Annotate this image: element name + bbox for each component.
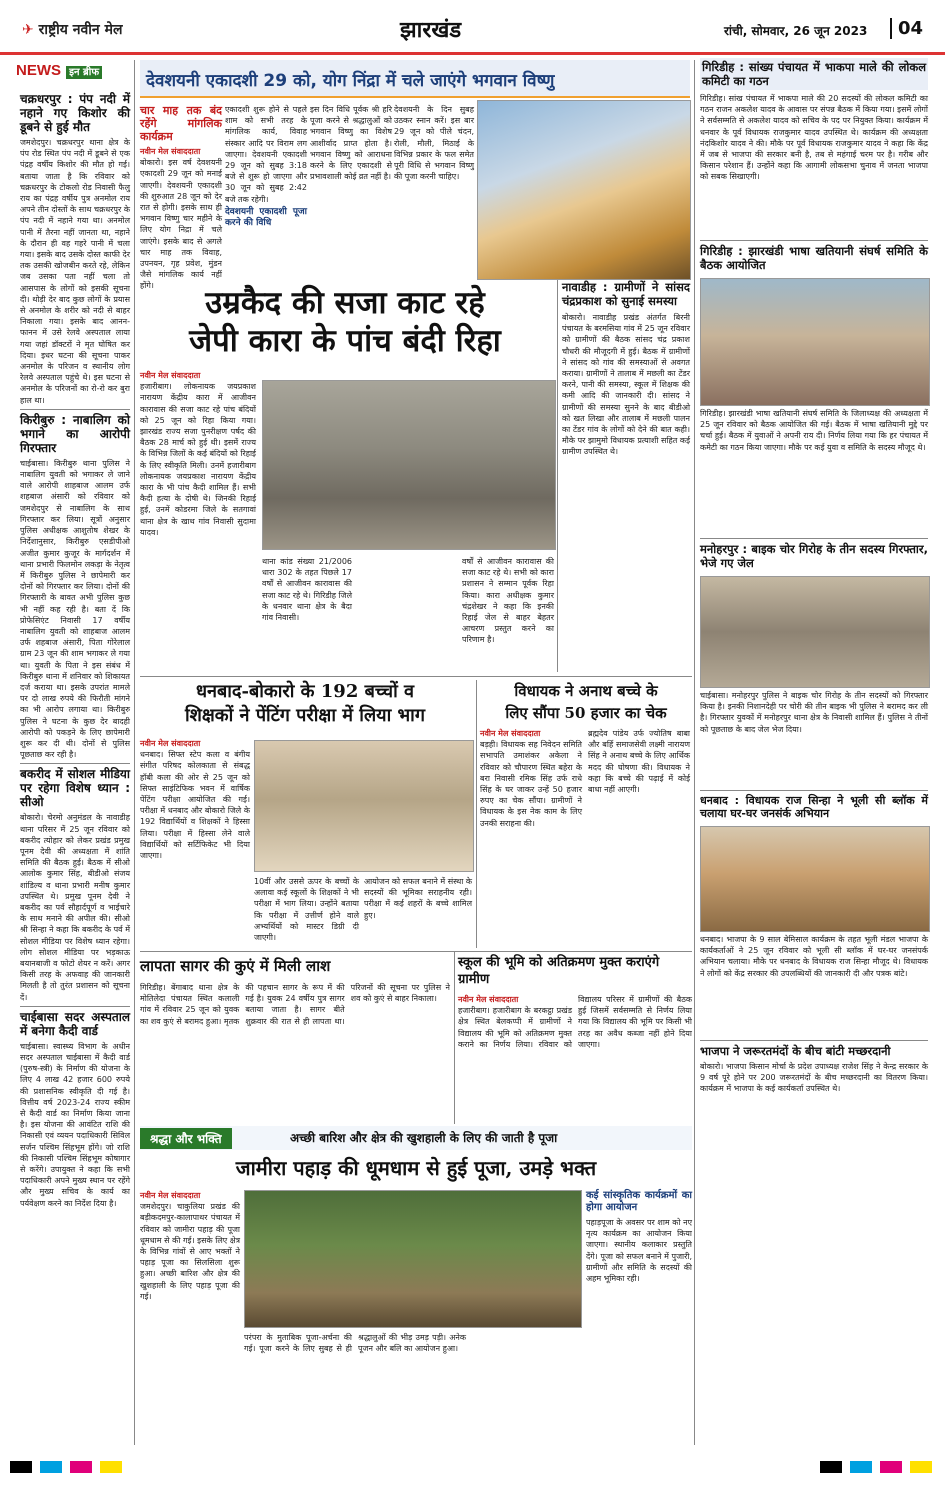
lead-col2: [262, 556, 352, 670]
top-story-col4: [394, 104, 474, 274]
news-in-brief-tag: [16, 60, 126, 86]
headline-line: शिक्षकों ने पेंटिंग परीक्षा में लिया भाग: [185, 705, 425, 726]
story-body: गिरिडीह। बेंगाबाद थाना क्षेत्र के मोतिलेदा पंचायत स्थित कलाली गांव में रविवार 25 जून को युवक का शव कुएं से बरामद हुआ। मृतक की पहचान सागर के रूप में की गई है। युवक 24 वर्षीय पुत्र सागर बताया जाता है। सागर बीते शुक्रवार की रात से ही लापता था। परिजनों की सूचना पर पुलिस ने शव को कुएं से बाहर निकाला।: [140, 983, 450, 1026]
story-body: बोकारो। चेरमो अनुमंडल के नावाडीह थाना परिसर में 25 जून रविवार को बकरीद त्योहार को लेकर प्रखंड प्रमुख पूनम देवी की अध्यक्षता में शांति समिति की बैठक हुई। बैठक में सीओ आलोक कुमार सिंह, बीडीओ संजय शांडिल्य व थाना प्रभारी मनीष कुमार उपस्थित थे। प्रमुख पूनम देवी ने बकरीद का पर्व सौहार्दपूर्ण व भाईचारे के साथ मनाने की अपील की। सीओ श्री सिन्हा ने कहा कि बकरीद के पर्व में सोशल मीडिया पर विशेष ध्यान रहेगा। लोग सोशल मीडिया पर भड़काऊ बयानबाजी व फोटो शेयर न करें। अगर किसी तरह के अफवाह की जानकारी मिलती है तो तुरंत प्रशासन को सूचना दें।: [20, 813, 130, 1002]
prisoners-photo: [262, 380, 556, 550]
pahad-puja-photo: [244, 1190, 582, 1328]
top-story-col2: [225, 104, 307, 274]
story-body: एकादशी शुरू होने से पहले शाम को सभी तरह के मांगलिक कार्य, विवाह संस्कार आदि पर विराम लग जाएगा। देवशयनी एकादशी 29 जून को सुबह 3:18 बजे से शुरू हो जाएगा और 30 जून को सुबह 2:42 बजे तक रहेगी।: [225, 105, 307, 204]
story-body: देवशयनी के दिन सुबह उठकर स्नान करें। इस बार 29 जून को पीले चंदन, रोली, मौली, मिठाई के विभिन्न प्रकार के फल समेत पूरी विधि से भगवान विष्णु की पूजा करनी चाहिए।: [394, 105, 474, 182]
shraddha-col1: [140, 1190, 240, 1445]
story-body: चाईबासा। स्वास्थ्य विभाग के अधीन सदर अस्पताल चाईबासा में कैदी वार्ड (पुरुष-स्त्री) के निर्माण की योजना के लिए 4 लाख 42 हजार 600 रुपये की प्रशासनिक स्वीकृति दी गई है। वित्तीय वर्ष 2023-24 राज्य स्कीम से कैदी वार्ड का निर्माण किया जाना है। इस योजना की आवंटित राशि की निकासी एवं व्ययन पदाधिकारी सिविल सर्जन पश्चिम सिंहभूम होंगे। जो राशि की निकासी पश्चिम सिंहभूम कोषागार से करेंगे। उपायुक्त ने कहा कि सभी पदाधिकारी अपने मुख्य स्थान पर रहेंगे और मुख्य सचिव के कार्य का पर्यवेक्षण करने का निर्देश दिया है।: [20, 1041, 130, 1208]
story-body: बोकारो। इस वर्ष देवशयनी एकादशी 29 जून को मनाई जाएगी। देवशयनी एकादशी की शुरुआत 28 जून को देर रात से होगी। इसके साथ ही भगवान विष्णु चार महीने के लिए योग निद्रा में चले जाएंगे। इसके बाद से अगले चार माह तक विवाह, उपनयन, गृह प्रवेश, मुंडन जैसे मांगलिक कार्य नहीं होंगे।: [140, 158, 222, 291]
lead-headline: [140, 284, 550, 360]
page-number: 04: [890, 18, 923, 39]
story-body: वर्षों से आजीवन कारावास की सजा काट रहे थे। सभी को कारा प्रशासन ने सम्मान पूर्वक रिहा किया। कारा अधीक्षक कुमार चंद्रशेखर ने कहा कि इनकी रिहाई जेल से बाहर बेहतर आचरण प्रस्तुत करने का परिणाम है।: [462, 557, 554, 645]
subhead: देवशयनी एकादशी पूजा करने की विधि: [225, 206, 307, 229]
story-headline: बकरीद में सोशल मीडिया पर रहेगा विशेष ध्यान : सीओ: [20, 767, 130, 810]
kicker: चार माह तक बंद रहेंगे मांगलिक कार्यक्रम: [140, 104, 222, 143]
brief-tag: इन ब्रीफ: [66, 66, 102, 79]
samiti-photo: [700, 278, 930, 406]
byline: नवीन मेल संवाददाता: [140, 1191, 201, 1200]
story-body: आयोजन को सफल बनाने में संस्था के सदस्यों की भूमिका सराहनीय रही। परीक्षा में कई शहरों के बच्चे शामिल हुए।: [364, 877, 472, 920]
story-body: इस दिन विधि पूर्वक श्री हरि पूजा करने से श्रद्धालुओं को भगवान विष्णु का विशेष आशीर्वाद प्राप्त होता है। भगवान विष्णु को आराधना करने के लिए एकादशी से प्रभावशाली कोई व्रत नहीं है।: [310, 105, 392, 182]
painting-col2: [254, 876, 359, 948]
vishnu-image: [477, 100, 691, 280]
story-body: बोकारो। नावाडीह प्रखंड अंतर्गत बिरनी पंचायत के बरमसिया गांव में 25 जून रविवार को ग्रामीणों की बैठक सांसद चंद्र प्रकाश चौधरी की मौजूदगी में हुई। बैठक में ग्रामीणों ने सांसद को गांव की समस्याओं से अवगत कराया। ग्रामीणों ने तालाब में मछली का टेंडर करने, पानी की समस्या, स्कूल में शिक्षक की कमी आदि की जानकारी दी। सांसद ने ग्रामीणों की समस्या सुनने के बाद बीडीओ को खत लिखा और तालाब में मछली पालन का टेंडर गांव के लोगों को देने की बात कही। मौके पर झामुमो विधायक प्रत्याशी सहित कई ग्रामीण उपस्थित थे।: [562, 313, 690, 457]
well-story: [140, 982, 450, 1122]
story-body: गिरिडीह। सांख पंचायत में भाकपा माले की 20 सदस्यों की लोकल कमिटी का गठन राजन अकलेश यादव के आवास पर संपन्न बैठक में किया गया। इसमें लोगों ने सर्वसम्मति से अकलेश यादव को सचिव के पद पर नियुक्त किया। कार्यक्रम में धनवार के पूर्व विधायक राजकुमार यादव उपस्थित थे। कार्यक्रम की अध्यक्षता नंदकिशोर यादव ने की। मौके पर पूर्व विधायक राजकुमार यादव ने कहा कि केंद्र में जब से भाजपा की सरकार बनी है, तब से महंगाई चरम पर है। गरीब और किसान परेशान हैं। उन्होंने कहा कि आगामी लोकसभा चुनाव में जनता भाजपा को सबक सिखाएगी।: [700, 94, 928, 182]
story-body: चाईबासा। किरीबुरु थाना पुलिस ने नाबालिग युवती को भगाकर ले जाने वाले आरोपी शाहबाज आलम उर्फ शहबाज अंसारी को रविवार को जमशेदपुर से नाबालिग के साथ गिरफ्तार कर लिया। सूत्रों अनुसार पुलिस अधीक्षक आशुतोष शेखर के निर्देशानुसार, किरीबुरु एसडीपीओ अजीत कुमार कुजूर के मार्गदर्शन में थाना प्रभारी फिलमोन लकड़ा के नेतृत्व में किरीबुरु पुलिस ने छापेमारी कर दोनों को गिरफ्तार कर लिया। दोनों की गिरफ्तारी के बावत अभी पुलिस कुछ भी नहीं कह रही है। बता दें कि प्रोफेसिएंट निवासी 17 वर्षीय नाबालिग युवती को शाहबाज आलम उर्फ शहबाज अंसारी, पिता गोरेलाल ग्राम 23 जून की शाम भगाकर ले गया था। युवती के पिता ने इस संबंध में किरीबुरु थाना में शनिवार को शिकायत दर्ज कराया था। इसके उपरांत मामले पर दो लाख रुपये की फिरौती मांगने का भी आरोप लगाया था। किरीबुरु पुलिस ने घटना के कुछ देर बादही आरोपी को पकड़ने के लिए छापेमारी शुरू कर दी थी। दोनों से पुलिस पूछताछ कर रही है।: [20, 458, 130, 760]
shraddha-col3: [586, 1190, 692, 1445]
story-body: परंपरा के मुताबिक पूजा-अर्चना की गई। पूजा करने के लिए सुबह से ही श्रद्धालुओं की भीड़ उमड़ पड़ी। अनेक पूजन और बलि का आयोजन हुआ।: [244, 1333, 466, 1354]
painting-col3: [364, 876, 472, 948]
logo-text: राष्ट्रीय नवीन मेल: [38, 22, 123, 38]
story-headline: नावाडीह : ग्रामीणों ने सांसद चंद्रप्रकाश को सुनाई समस्या: [562, 280, 690, 308]
story-body: जमशेदपुर। चक्रधरपुर थाना क्षेत्र के पंप रोड स्थित पंप नदी में डूबने से एक पंद्रह वर्षीय किशोर की मौत हो गई। बताया जाता है कि रविवार को चक्रधरपुर के टोकलो रोड निवासी फैलु राय का पंद्रह वर्षीय पुत्र अनमोल राय अपने तीन दोस्तों के साथ चक्रधरपुर के पंप नदी में नहाने गया था। अनमोल पानी में तैरना नहीं जानता था, नहाने के दौरान ही वह गहरे पानी में चला गया। इसके बाद उसके दोस्त काफी देर तक उसकी खोजबीन करते रहे, लेकिन जब उसका पता नहीं चला तो आसपास के लोगों को इसकी सूचना दी। थोड़ी देर बाद कुछ लोगों के प्रयास से अनमोल के शरीर को नदी से बाहर निकाला गया। इसके बाद आनन-फानन में उसे रेलवे अस्पताल लाया गया जहां डॉक्टरों ने मृत घोषित कर दिया। इधर घटना की सूचना पाकर अनमोल के परिजन व स्थानीय लोग रेलवे अस्पताल पहुंचे थे। इस घटना से अनमोल के परिजनों का रो-रो कर बुरा हाल था।: [20, 138, 130, 405]
right-story-5: [700, 1044, 928, 1444]
right-story-3: [700, 690, 928, 786]
story-headline: गिरिडीह : झारखंडी भाषा खतियानी संघर्ष समिति के बैठक आयोजित: [700, 244, 928, 272]
mla-headline: [480, 680, 692, 724]
shraddha-col2: [244, 1332, 580, 1445]
story-body: ब्रह्मदेव पांडेय उर्फ ज्योतिष बाबा और बर्हि समाजसेवी लक्ष्मी नारायण सिंह ने अनाथ बच्चे के लिए आर्थिक मदद की घोषणा की। विधायक ने कहा कि बच्चे की पढ़ाई में कोई बाधा नहीं आएगी।: [588, 729, 690, 795]
story-body: धनबाद। सिफ्त स्टेप कला व बंगीय संगीत परिषद कोलकाता से संबद्ध हॉबी कला की ओर से 25 जून को सिफ्त साइंटिफिक भवन में वार्षिक पेंटिंग परीक्षा आयोजित की गई। परीक्षा में धनबाद और बोकारो जिले के 192 विद्यार्थियों व शिक्षकों ने हिस्सा लिया। परीक्षा में हिस्सा लेने वाले विद्यार्थियों को सर्टिफिकेट भी दिया जाएगा।: [140, 750, 250, 861]
story-body: गिरिडीह। झारखंडी भाषा खतियानी संघर्ष समिति के जिलाध्यक्ष की अध्यक्षता में 25 जून रविवार को बैठक आयोजित की गई। बैठक में भाषा खतियानी मुद्दे पर चर्चा हुई। बैठक में युवाओं ने अपनी राय दी। निर्णय लिया गया कि हर पंचायत में कमेटी का गठन किया जाएगा। मौके पर कई युवा व समिति के सदस्य मौजूद थे।: [700, 409, 928, 452]
lead-col3: [462, 556, 554, 670]
byline: नवीन मेल संवाददाता: [140, 147, 201, 156]
story-headline: गिरिडीह : सांख्य पंचायत में भाकपा माले की लोकल कमिटी का गठन: [702, 60, 926, 88]
school-headline: स्कूल की भूमि को अतिक्रमण मुक्त कराएंगे ग्रामीण: [458, 955, 660, 987]
story-body: हजारीबाग। हजारीबाग के बरकट्ठा प्रखंड क्षेत्र स्थित बेलकप्पी में ग्रामीणों ने विद्यालय की भूमि को अतिक्रमण मुक्त कराने का निर्णय लिया। रविवार को विद्यालय परिसर में ग्रामीणों की बैठक हुई जिसमें सर्वसम्मति से निर्णय लिया गया कि विद्यालय की भूमि पर किसी भी तरह का अवैध कब्जा नहीं होने दिया जाएगा।: [458, 995, 692, 1049]
top-story-banner: [140, 60, 690, 98]
byline: नवीन मेल संवाददाता: [458, 995, 519, 1004]
section-title: झारखंड: [400, 18, 462, 43]
story-body: धनबाद। भाजपा के 9 साल बेमिसाल कार्यक्रम के तहत भूली मंडल भाजपा के कार्यकर्ताओं ने 25 जून रविवार को भूली सी ब्लॉक में घर-घर जनसंपर्क अभियान चलाया। मौके पर धनबाद के विधायक राज सिन्हा मौजूद थे। विधायक ने लोगों को केंद्र सरकार की उपलब्धियों की जानकारी दी और पत्रक बांटे।: [700, 935, 928, 978]
mla-campaign-photo: [700, 826, 930, 932]
story-body: 10वीं और उससे ऊपर के बच्चों के अलावा कई स्कूलों के शिक्षकों ने भी परीक्षा में भाग लिया। उन्होंने बताया कि परीक्षा में उत्तीर्ण होने वाले अभ्यर्थियों को मास्टर डिग्री दी जाएगी।: [254, 877, 359, 943]
story-headline: मनोहरपुर : बाइक चोर गिरोह के तीन सदस्य गिरफ्तार, भेजे गए जेल: [700, 542, 928, 570]
story-headline: चक्रधरपुर : पंप नदी में नहाने गए किशोर की डूबने से हुई मौत: [20, 92, 130, 134]
painting-col1: [140, 738, 250, 948]
painting-headline: [140, 680, 470, 728]
masthead: [0, 0, 945, 55]
right-story-3-head: [700, 542, 928, 572]
headline-line: विधायक ने अनाथ बच्चे के: [514, 682, 658, 700]
bird-icon: ✈: [22, 22, 34, 38]
kicker: अच्छी बारिश और क्षेत्र की खुशहाली के लिए की जाती है पूजा: [290, 1131, 558, 1145]
shraddha-headline: जामीरा पहाड़ की धूमधाम से हुई पूजा, उमड़े भक्त: [235, 1156, 597, 1180]
mla-col2: [588, 728, 690, 948]
arrest-photo: [700, 576, 930, 688]
lead-col1: [140, 370, 256, 670]
headline-line: धनबाद-बोकारो के 192 बच्चों व: [195, 681, 415, 702]
headline-line: उम्रकैद की सजा काट रहे: [205, 285, 485, 321]
story-body: बड़ही। विधायक सह निवेदन समिति सभापति उमाशंकर अकेला ने रविवार को चौपारण स्थित बहेरा के बरा निवासी रमिक सिंह उर्फ राधे सिंह के घर जाकर उन्हें 50 हजार रुपए का चेक सौंपा। ग्रामीणों ने विधायक के इस नेक काम के लिए उनकी सराहना की।: [480, 740, 582, 828]
story-body: चाईबासा। मनोहरपुर पुलिस ने बाइक चोर गिरोह के तीन सदस्यों को गिरफ्तार किया है। इनकी निशानदेही पर चोरी की तीन बाइक भी पुलिस ने बरामद कर ली है। गिरफ्तार युवकों में मनोहरपुर थाना क्षेत्र के निवासी शामिल हैं। पुलिस ने तीनों को पूछताछ के बाद जेल भेज दिया।: [700, 691, 928, 734]
shraddha-strip: [140, 1126, 692, 1150]
right-story-2-head: [700, 244, 928, 274]
story-body: हजारीबाग। लोकनायक जयप्रकाश नारायण केंद्रीय कारा में आजीवन कारावास की सजा काट रहे पांच बंदियों को 25 जून को रिहा किया गया। झारखंड राज्य सजा पुनरीक्षण पर्षद की बैठक 28 मार्च को हुई थी। इसमें राज्य के विभिन्न जिलों के कई बंदियों को रिहाई के लिए स्वीकृति मिली। उनमें हजारीबाग लोकनायक जयप्रकाश नारायण केंद्रीय कारा के भी पांच कैदी शामिल हैं। सभी कैदी हत्या के दोषी थे। जिनकी रिहाई हुई, उनमें कोडरमा जिले के सतगावां थाना क्षेत्र के खाथ गांव निवासी सुदामा यादव।: [140, 382, 256, 537]
story-headline: किरीबुरु : नाबालिग को भगाने का आरोपी गिरफ्तार: [20, 412, 130, 455]
right-story-2: [700, 408, 928, 534]
section-tag: श्रद्धा और भक्ति: [140, 1128, 232, 1149]
byline: नवीन मेल संवाददाता: [140, 739, 201, 748]
story-body: बोकारो। भाजपा किसान मोर्चा के प्रदेश उपाध्यक्ष राजेश सिंह ने केन्द्र सरकार के 9 वर्ष पूरे होने पर 200 जरूरतमंदों के बीच मच्छरदानी का वितरण किया। कार्यक्रम में भाजपा के कई कार्यकर्ता उपस्थित थे।: [700, 1062, 928, 1094]
dateline: रांची, सोमवार, 26 जून 2023: [724, 24, 868, 38]
top-story-col1: [140, 104, 222, 291]
byline: नवीन मेल संवाददाता: [140, 371, 201, 380]
subhead: कई सांस्कृतिक कार्यक्रमों का होगा आयोजन: [586, 1190, 692, 1213]
right-story-4-head: [700, 794, 928, 824]
headline-line: जेपी कारा के पांच बंदी रिहा: [189, 323, 501, 359]
top-story-col3: [310, 104, 392, 274]
banner-headline: देवशयनी एकादशी 29 को, योग निंद्रा में चले जाएंगे भगवान विष्णु: [146, 71, 555, 91]
news-tag: NEWS: [16, 62, 61, 79]
color-registration-strip: [0, 1453, 945, 1489]
nawadih-story: [562, 280, 690, 674]
headline-line: लिए सौंपा 50 हजार का चेक: [505, 704, 667, 722]
byline: नवीन मेल संवाददाता: [480, 729, 541, 738]
newspaper-logo: [22, 20, 122, 39]
right-story-1: [700, 58, 928, 238]
mla-col1: [480, 728, 582, 948]
well-headline: लापता सागर की कुएं में मिली लाश: [140, 957, 331, 975]
right-story-4: [700, 934, 928, 1036]
story-body: थाना कांड संख्या 21/2006 धारा 302 के तहत पिछले 17 वर्षों से आजीवन कारावास की सजा काट रहे थे। गिरिडीह जिले के धनवार थाना क्षेत्र के बैदा गांव निवासी।: [262, 557, 352, 623]
story-body: जमशेदपुर। चाकुलिया प्रखंड की बड़ीकदमपुर-कालापाथर पंचायत में रविवार को जामीरा पहाड़ की पूजा धूमधाम से की गई। इसके लिए क्षेत्र के विभिन्न गांवों से आए भक्तों ने पहाड़ पूजा का सिलसिला शुरू हुआ। अच्छी बारिश और क्षेत्र की खुशहाली के लिए पहाड़ पूजा की गई।: [140, 1202, 240, 1301]
story-headline: धनबाद : विधायक राज सिन्हा ने भूली सी ब्लॉक में चलाया घर-घर जनसंर्क अभियान: [700, 794, 928, 820]
left-column: [20, 92, 130, 1442]
students-photo: [254, 740, 474, 872]
story-headline: भाजपा ने जरूरतमंदों के बीच बांटी मच्छरदानी: [700, 1044, 891, 1058]
story-headline: चाईबासा सदर अस्पताल में बनेगा कैदी वार्ड: [20, 1009, 130, 1038]
story-body: पहाड़पूजा के अवसर पर शाम को नए नृत्य कार्यक्रम का आयोजन किया जाएगा। स्थानीय कलाकार प्रस्तुति देंगे। पूजा को सफल बनाने में पुजारी, ग्रामीणों और समिति के सदस्यों की अहम भूमिका रही।: [586, 1218, 692, 1284]
school-story: [458, 994, 692, 1122]
